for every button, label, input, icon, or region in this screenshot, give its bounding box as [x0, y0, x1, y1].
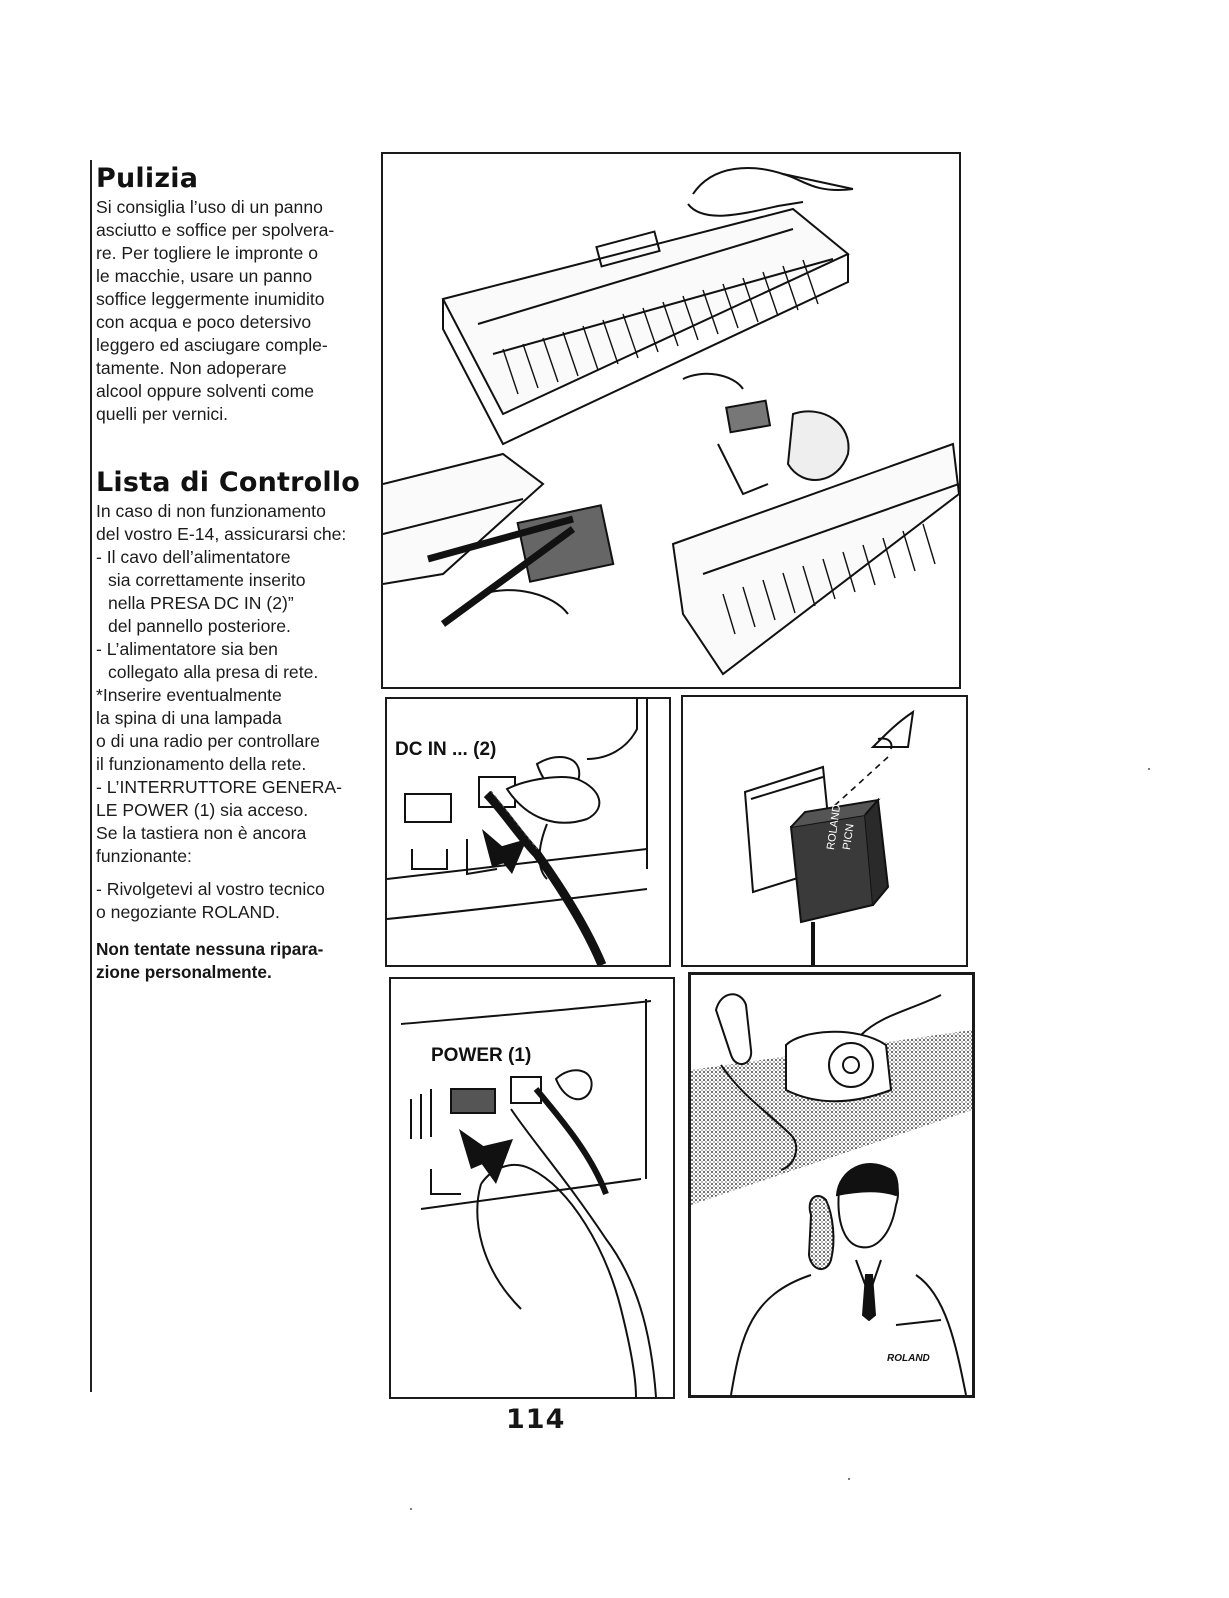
margin-rule	[90, 160, 92, 1392]
check-item-power-cont: LE POWER (1) sia acceso.	[96, 800, 309, 820]
pulizia-line: leggero ed asciugare comple-	[96, 335, 328, 355]
illustration-power-switch	[389, 977, 675, 1399]
check-item-dc-cable-cont: del pannello posteriore.	[108, 616, 291, 636]
adapter-drawing	[683, 697, 966, 965]
warning-text	[96, 938, 364, 984]
check-note-cont: il funzionamento della rete.	[96, 754, 307, 774]
check-item-dc-cable-cont: nella PRESA DC IN (2)”	[108, 593, 294, 613]
illustration-phone-technician	[688, 972, 975, 1398]
adapter-label-line-1: ROLAND	[825, 803, 844, 851]
lista-intro-line: In caso di non funzionamento	[96, 501, 326, 521]
pulizia-line: con acqua e poco detersivo	[96, 312, 312, 332]
pulizia-line: tamente. Non adoperare	[96, 358, 287, 378]
check-item-power: - L’INTERRUTTORE GENERA-	[96, 777, 343, 797]
power-switch-drawing	[391, 979, 673, 1397]
illustration-adapter	[681, 695, 968, 967]
pulizia-line: alcool oppure solventi come	[96, 381, 315, 401]
warning-line: Non tentate nessuna ripara-	[96, 939, 324, 959]
pulizia-line: quelli per vernici.	[96, 404, 229, 424]
heading-lista-di-controllo: Lista di Controllo	[96, 467, 361, 498]
check-item-dc-cable-cont: sia correttamente inserito	[108, 570, 306, 590]
followup-line: Se la tastiera non è ancora	[96, 823, 307, 843]
contact-line: o negoziante ROLAND.	[96, 902, 280, 922]
illustration-dc-in	[385, 697, 671, 967]
scan-speck	[410, 1508, 412, 1510]
pulizia-line: soffice leggermente inumidito	[96, 289, 325, 309]
check-note-cont: la spina di una lampada	[96, 708, 282, 728]
lista-intro-line: del vostro E-14, assicurarsi che:	[96, 524, 347, 544]
text-column	[96, 162, 364, 984]
pulizia-body	[96, 196, 364, 426]
check-item-dc-cable: - Il cavo dell’alimentatore	[96, 547, 291, 567]
page-number: 114	[506, 1404, 566, 1435]
power-label: POWER (1)	[431, 1045, 532, 1066]
check-note: *Inserire eventualmente	[96, 685, 282, 705]
pulizia-line: asciutto e soffice per spolvera-	[96, 220, 335, 240]
pulizia-line: Si consiglia l’uso di un panno	[96, 197, 323, 217]
check-item-adapter-cont: collegato alla presa di rete.	[108, 662, 319, 682]
warning-line: zione personalmente.	[96, 962, 272, 982]
pulizia-line: le macchie, usare un panno	[96, 266, 313, 286]
lista-body	[96, 500, 364, 984]
scan-speck	[1148, 768, 1150, 770]
dc-in-label: DC IN ... (2)	[395, 739, 497, 760]
pulizia-line: re. Per togliere le impronte o	[96, 243, 318, 263]
coat-label: ROLAND	[887, 1353, 930, 1364]
keyboard-cleaning-drawing	[383, 154, 959, 687]
adapter-label-line-2: PICN	[841, 822, 857, 851]
contact-line: - Rivolgetevi al vostro tecnico	[96, 879, 325, 899]
check-item-adapter: - L’alimentatore sia ben	[96, 639, 278, 659]
phone-technician-drawing	[691, 975, 972, 1395]
followup-line: funzionante:	[96, 846, 192, 866]
check-note-cont: o di una radio per controllare	[96, 731, 320, 751]
heading-pulizia: Pulizia	[96, 163, 199, 194]
illustration-keyboard-cleaning	[381, 152, 961, 689]
scan-speck	[848, 1478, 850, 1480]
